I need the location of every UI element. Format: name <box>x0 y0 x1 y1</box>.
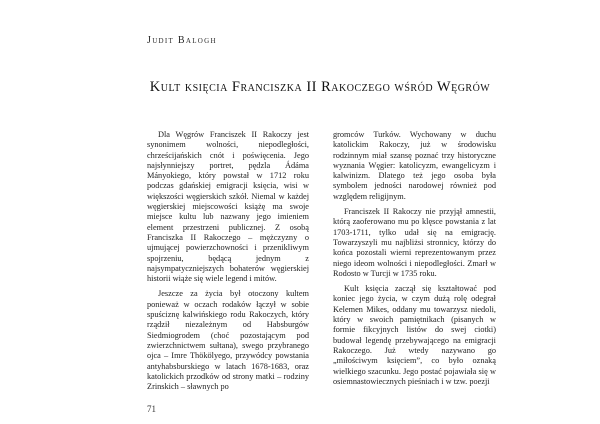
paragraph: Franciszek II Rakoczy nie przyjął amnestii, którą zaoferowano mu po klęsce powstania z lat 1703-1711, tylko udał się na emigrację. Towarzyszyli mu najbliżsi stronnicy, którzy do końca pozostali wierni reprezentowanym przez niego ideom wolności i niepodległości. Zmarł w Rodosto w Turcji w 1735 roku. <box>333 207 496 278</box>
paragraph: gromców Turków. Wychowany w duchu katolickim Rakoczy, już w środowisku rodzinnym miał szansę poznać trzy historyczne wyznania Węgier: katolicyzm, ewangelicyzm i kalwinizm. Dlatego też jego osoba była symbolem jedności narodowej również pod względem religijnym. <box>333 130 496 201</box>
page-number: 71 <box>147 404 156 414</box>
paragraph: Dla Węgrów Franciszek II Rakoczy jest synonimem wolności, niepodległości, chrześcijańskich cnót i poświęcenia. Jego najsłynniejszy portret, pędzla Ádáma Mányokiego, który powstał w 1712 roku podczas gdańskiej emigracji księcia, wisi w większości węgierskich szkół. Niemal w każdej węgierskiej miejscowości książę ma swoje miejsce kultu lub nazwany jego imieniem element przestrzeni publicznej. Z osobą Franciszka II Rakoczego – mężczyzny o ujmującej powierzchowności i przenikliwym spojrzeniu, będącą jednym z najsympatyczniejszych bohaterów węgierskiej historii wiąże się wiele legend i mitów. <box>147 130 309 284</box>
left-column <box>147 130 309 392</box>
paragraph: Kult księcia zaczął się kształtować pod koniec jego życia, w czym dużą rolę odegrał Kelemen Mikes, oddany mu towarzysz niedoli, który w swoich pamiętnikach (pisanych w formie fikcyjnych listów do swej ciotki) budował legendę przebywającego na emigracji Rakoczego. Już wtedy nazywano go „miłościwym księciem”, co było oznaką wielkiego szacunku. Jego postać pojawiała się w osiemnastowiecznych pieśniach i w tzw. poezji <box>333 284 496 386</box>
running-head: Judit Balogh <box>147 35 217 46</box>
article-title: Kult księcia Franciszka II Rakoczego wśród Węgrów <box>149 79 491 95</box>
right-column <box>333 130 496 387</box>
paragraph: Jeszcze za życia był otoczony kultem ponieważ w oczach rodaków łączył w sobie spuściznę kalwińskiego rodu Rakoczych, który rządził niezależnym od Habsburgów Siedmiogrodem (choć pozostającym pod zwierzchnictwem sułtana), swego przybranego ojca – Imre Thökölyego, przywódcy powstania antyhabsburskiego w latach 1678-1683, oraz katolickich przodków od strony matki – rodziny Zrinskich – sławnych po <box>147 289 309 392</box>
